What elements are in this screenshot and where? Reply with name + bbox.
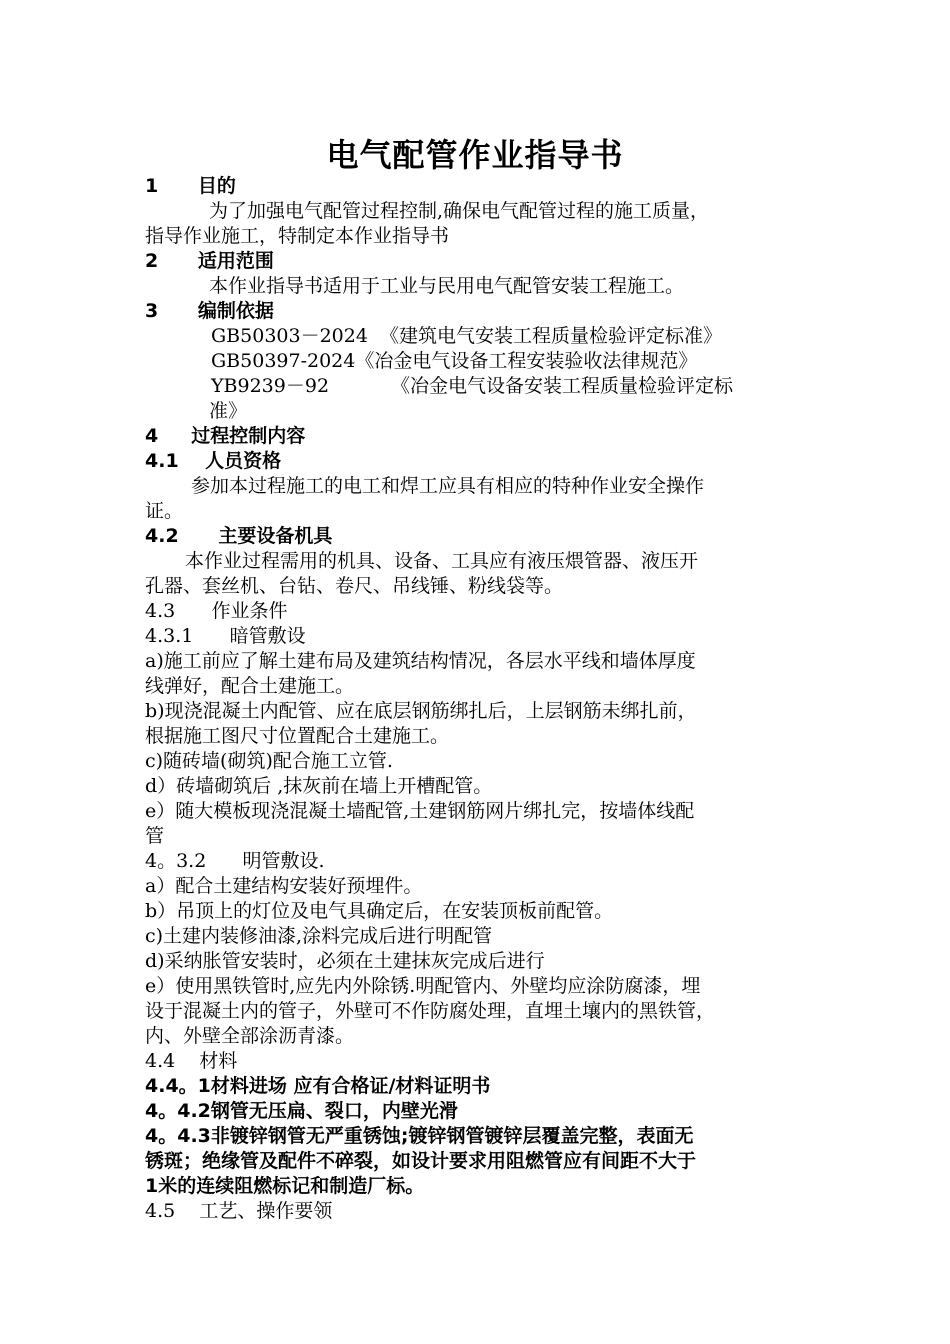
paragraph-line: 参加本过程施工的电工和焊工应具有相应的特种作业安全操作 [191, 475, 705, 497]
reference-code: GB50303－2024 [211, 325, 368, 347]
document-body [145, 174, 825, 1224]
list-item: a)施工前应了解土建布局及建筑结构情况，各层水平线和墙体厚度 [145, 650, 696, 672]
paragraph-line: 本作业过程需用的机具、设备、工具应有液压煨管器、液压开 [185, 550, 699, 572]
paragraph-line: 指导作业施工，特制定本作业指导书 [145, 225, 450, 247]
section-heading-4: 4 过程控制内容 [145, 425, 306, 447]
subsection-heading: 4.2 主要设备机具 [145, 525, 333, 547]
list-item-continuation: 内、外壁全部涂沥青漆。 [145, 1025, 355, 1047]
list-item: c)随砖墙(砌筑)配合施工立管. [145, 750, 393, 772]
list-item-continuation: 设于混凝土内的管子，外壁可不作防腐处理，直埋土壤内的黑铁管， [145, 1000, 716, 1022]
subsection-heading: 4.1 人员资格 [145, 450, 282, 472]
list-item-continuation: 管 [145, 825, 165, 847]
list-item-continuation: 根据施工图尺寸位置配合土建施工。 [145, 725, 450, 747]
section-heading-3: 3 编制依据 [145, 300, 274, 322]
subsection-heading: 4。3.2 明管敷设. [145, 850, 325, 872]
paragraph-line: 本作业指导书适用于工业与民用电气配管安装工程施工。 [209, 275, 685, 297]
subsection-heading: 4.3 作业条件 [145, 600, 288, 622]
document-title: 电气配管作业指导书 [326, 136, 624, 174]
list-item: e）使用黑铁管时,应先内外除锈.明配管内、外壁均应涂防腐漆，埋 [145, 975, 701, 997]
section-heading-2: 2 适用范围 [145, 250, 274, 272]
list-item: e）随大模板现浇混凝土墙配管,土建钢筋网片绑扎完，按墙体线配 [145, 800, 695, 822]
reference-line [145, 324, 825, 349]
subsection-heading: 4.4 材料 [145, 1050, 238, 1072]
material-item-continuation: 1米的连续阻燃标记和制造厂标。 [145, 1175, 425, 1197]
paragraph-line: 证。 [145, 500, 184, 522]
material-item: 4。4.2钢管无压扁、裂口，内壁光滑 [145, 1100, 458, 1122]
reference-name: 《建筑电气安装工程质量检验评定标准》 [367, 325, 723, 347]
reference-continuation: 准》 [209, 400, 248, 422]
paragraph-line: 孔器、套丝机、台钻、卷尺、吊线锤、粉线袋等。 [145, 575, 564, 597]
reference-name: 《冶金电气设备工程安装验收法律规范》 [355, 350, 698, 372]
reference-code: YB9239－92 [211, 375, 330, 397]
list-item: a）配合土建结构安装好预埋件。 [145, 875, 423, 897]
reference-line [145, 349, 825, 374]
paragraph-line: 为了加强电气配管过程控制,确保电气配管过程的施工质量， [209, 200, 710, 222]
list-item: d）砖墙砌筑后 ,抹灰前在墙上开槽配管。 [145, 775, 493, 797]
subsection-heading: 4.3.1 暗管敷设 [145, 625, 306, 647]
section-heading-1: 1 目的 [145, 175, 236, 197]
material-item: 4.4。1材料进场 应有合格证/材料证明书 [145, 1075, 491, 1097]
list-item: c)土建内装修油漆,涂料完成后进行明配管 [145, 925, 493, 947]
list-item-continuation: 线弹好，配合土建施工。 [145, 675, 355, 697]
reference-line [145, 374, 825, 399]
list-item: b)现浇混凝土内配管、应在底层钢筋绑扎后，上层钢筋未绑扎前， [145, 700, 697, 722]
material-item: 4。4.3非镀锌钢管无严重锈蚀;镀锌钢管镀锌层覆盖完整，表面无 [145, 1125, 694, 1147]
reference-code: GB50397-2024 [211, 350, 356, 372]
subsection-heading: 4.5 工艺、操作要领 [145, 1200, 333, 1222]
reference-name: 《冶金电气设备安装工程质量检验评定标 [391, 375, 734, 397]
list-item: b）吊顶上的灯位及电气具确定后，在安装顶板前配管。 [145, 900, 614, 922]
material-item-continuation: 锈斑；绝缘管及配件不碎裂，如设计要求用阻燃管应有间距不大于 [145, 1150, 697, 1172]
list-item: d)采纳胀管安装时，必须在土建抹灰完成后进行 [145, 950, 545, 972]
